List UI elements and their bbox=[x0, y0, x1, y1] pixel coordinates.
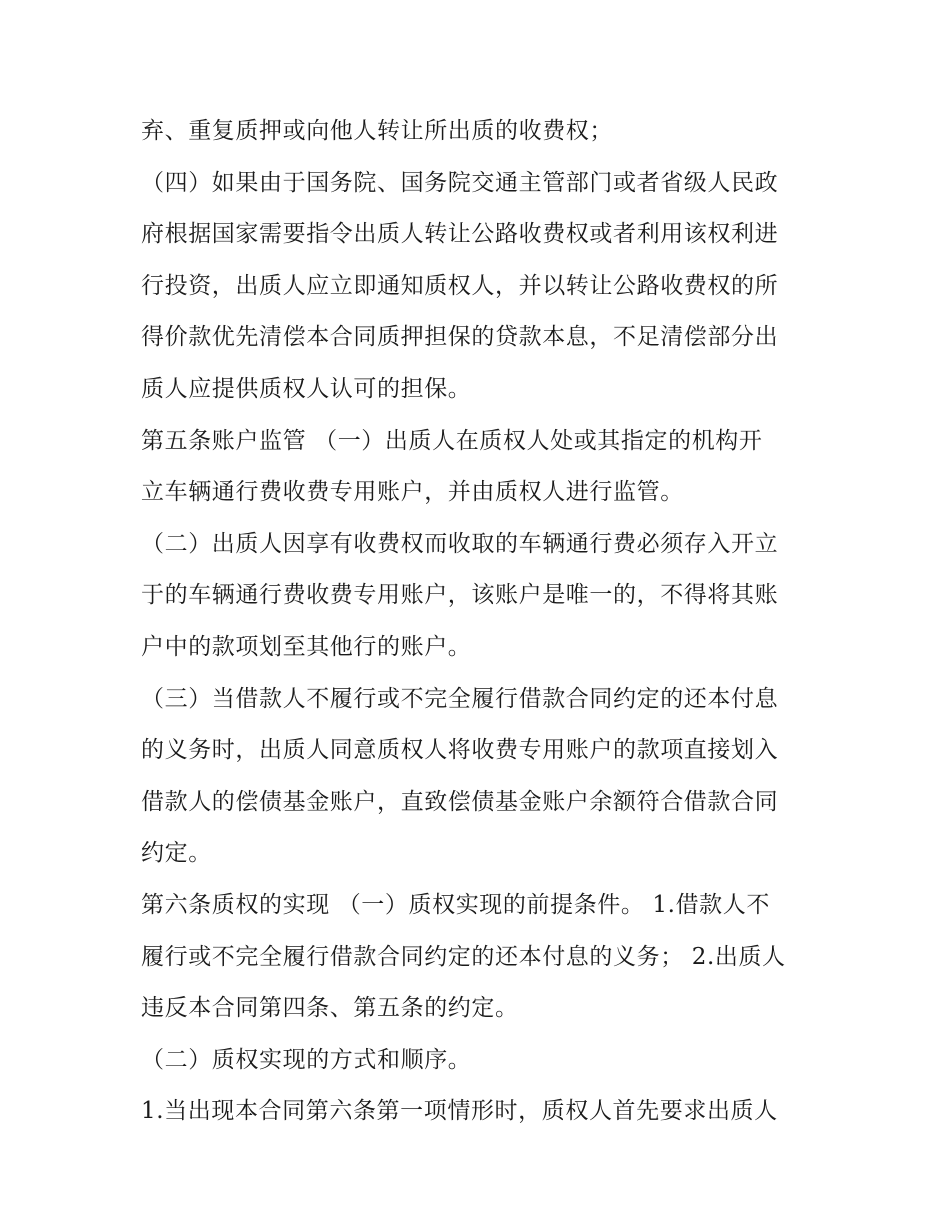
text-line: 得价款优先清偿本合同质押担保的贷款本息，不足清偿部分出 bbox=[141, 324, 779, 351]
text-line: 约定。 bbox=[141, 840, 212, 867]
text-line: 行投资，出质人应立即通知质权人，并以转让公路收费权的所 bbox=[141, 272, 779, 299]
text-line: 借款人的偿债基金账户，直致偿债基金账户余额符合借款合同 bbox=[141, 788, 779, 815]
text-line: 弃、重复质押或向他人转让所出质的收费权； bbox=[141, 118, 613, 144]
text-line: 户中的款项划至其他行的账户。 bbox=[141, 633, 472, 660]
text-line: 于的车辆通行费收费专用账户，该账户是唯一的，不得将其账 bbox=[141, 582, 779, 609]
text-line: 立车辆通行费收费专用账户，并由质权人进行监管。 bbox=[141, 479, 684, 506]
text-line: 履行或不完全履行借款合同约定的还本付息的义务； 2.出质人 bbox=[141, 943, 786, 970]
text-line: 违反本合同第四条、第五条的约定。 bbox=[141, 995, 519, 1022]
text-line: 的义务时，出质人同意质权人将收费专用账户的款项直接划入 bbox=[141, 737, 779, 764]
text-line: （二）出质人因享有收费权而收取的车辆通行费必须存入开立 bbox=[141, 530, 779, 557]
text-line: 府根据国家需要指令出质人转让公路收费权或者利用该权利进 bbox=[141, 221, 779, 248]
text-line: 1.当出现本合同第六条第一项情形时，质权人首先要求出质人 bbox=[141, 1098, 778, 1125]
text-line: （三）当借款人不履行或不完全履行借款合同约定的还本付息 bbox=[141, 685, 779, 712]
text-line: 质人应提供质权人认可的担保。 bbox=[141, 375, 472, 402]
text-line: 第五条账户监管 （一）出质人在质权人处或其指定的机构开 bbox=[141, 427, 763, 454]
text-line: （二）质权实现的方式和顺序。 bbox=[141, 1046, 472, 1073]
text-line: （四）如果由于国务院、国务院交通主管部门或者省级人民政 bbox=[141, 169, 779, 196]
text-line: 第六条质权的实现 （一）质权实现的前提条件。 1.借款人不 bbox=[141, 891, 770, 918]
document-body bbox=[141, 106, 821, 1138]
